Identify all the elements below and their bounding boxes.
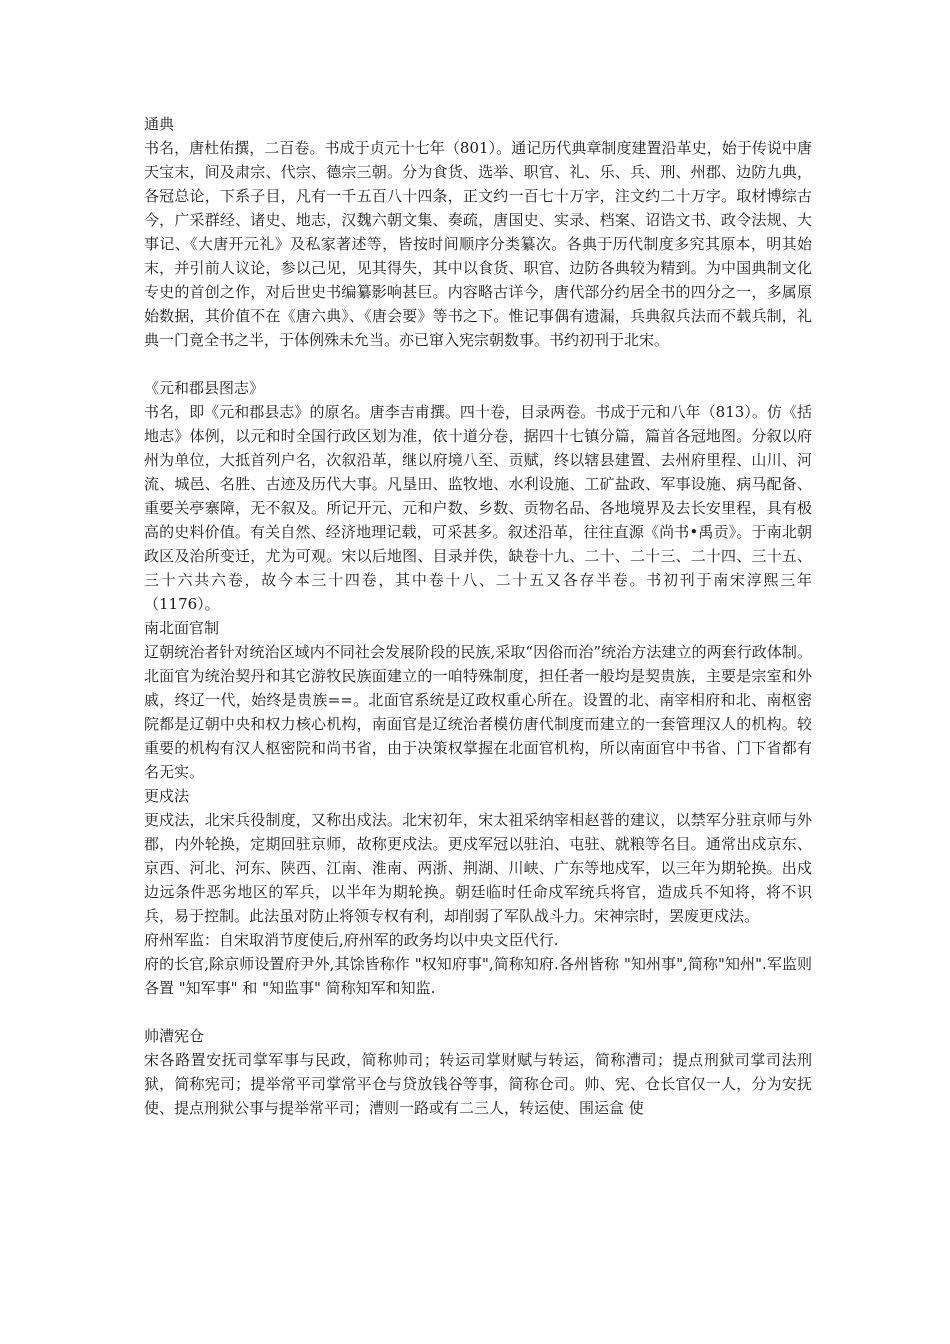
document-page xyxy=(144,112,812,1120)
section-body-shuaicao: 宋各路置安抚司掌军事与民政，简称帅司；转运司掌财赋与转运，简称漕司；提点刑狱司掌司法刑狱，简称宪司；提举常平司掌常平仓与贷放钱谷等事，简称仓司。帅、宪、仓长官仅一人，分为安抚使、提点刑狱公事与提举常平司；漕则一路或有二三人，转运使、围运盒 使 xyxy=(144,1051,812,1117)
section-body-fuzhoujunjian: 府的长官,除京师设置府尹外,其馀皆称作 "权知府事",简称知府.各州皆称 "知州事",简称"知州".军监则各置 "知军事" 和 "知监事" 简称知军和知监. xyxy=(144,955,812,997)
section-heading-nanbeimian: 南北面官制 xyxy=(144,619,220,637)
section-heading-shuaicao: 帅漕宪仓 xyxy=(144,1027,205,1045)
section-gap xyxy=(144,352,812,376)
section-heading-gengshufa: 更戍法 xyxy=(144,787,190,805)
section-heading-tongdian: 通典 xyxy=(144,115,175,133)
section-body-yuanhe: 书名，即《元和郡县志》的原名。唐李吉甫撰。四十卷，目录两卷。书成于元和八年（813）。仿《括地志》体例，以元和时全国行政区划为准，依十道分卷，据四十七镇分篇，篇首各冠地图。分叙以府州为单位，大抵首列户名，次叙沿革，继以府境八至、贡赋，终以辖县建置、去州府里程、山川、河流、城邑、名胜、古迹及历代大事。凡垦田、监牧地、水利设施、工矿盐政、军事设施、病马配备、重要关亭寨障，无不叙及。所记开元、元和户数、乡数、贡物名品、各地境界及去长安里程，具有极高的史料价值。有关自然、经济地理记载，可采甚多。叙述沿革，往往直源《尚书•禹贡》。于南北朝政区及治所变迁，尤为可观。宋以后地图、目录并佚，缺卷十九、二十、二十三、二十四、三十五、三十六共六卷，故今本三十四卷，其中卷十八、二十五又各存半卷。书初刊于南宋淳熙三年（1176）。 xyxy=(144,403,812,613)
section-body-nanbeimian: 辽朝统治者针对统治区域内不同社会发展阶段的民族,采取“因俗而治”统治方法建立的两套行政体制。北面官为统治契丹和其它游牧民族面建立的一咱特殊制度，担任者一般均是契贵族，主要是宗室和外戚，终辽一代，始终是贵族==。北面官系统是辽政权重心所在。设置的北、南宰相府和北、南枢密院都是辽朝中央和权力核心机构，南面官是辽统治者模仿唐代制度而建立的一套管理汉人的机构。较重要的机构有汉人枢密院和尚书省，由于决策权掌握在北面官机构，所以南面官中书省、门下省都有名无实。 xyxy=(144,643,812,781)
section-heading-yuanhe: 《元和郡县图志》 xyxy=(144,379,265,397)
section-body-tongdian: 书名，唐杜佑撰，二百卷。书成于贞元十七年（801）。通记历代典章制度建置沿革史，始于传说中唐天宝末，间及肃宗、代宗、德宗三朝。分为食货、选举、职官、礼、乐、兵、刑、州郡、边防九典，各冠总论，下系子目，凡有一千五百八十四条，正文约一百七十万字，注文约二十万字。取材博综古今，广采群经、诸史、地志，汉魏六朝文集、奏疏，唐国史、实录、档案、诏诰文书、政令法规、大事记、《大唐开元礼》及私家著述等，皆按时间顺序分类纂次。各典于历代制度多究其原本，明其始末，并引前人议论，参以己见，见其得失，其中以食货、职官、边防各典较为精到。为中国典制文化专史的首创之作，对后世史书编纂影响甚巨。内容略古详今，唐代部分约居全书的四分之一，多属原始数据，其价值不在《唐六典》、《唐会要》等书之下。惟记事偶有遗漏，兵典叙兵法而不载兵制，礼典一门竟全书之半，于体例殊未允当。亦已窜入宪宗朝数事。书约初刊于北宋。 xyxy=(144,139,812,349)
section-gap xyxy=(144,1000,812,1024)
section-body-gengshufa: 更戍法，北宋兵役制度，又称出戍法。北宋初年，宋太祖采纳宰相赵普的建议，以禁军分驻京师与外郡，内外轮换，定期回驻京师，故称更戍法。更戍军冠以驻泊、屯驻、就粮等名目。通常出戍京东、京西、河北、河东、陕西、江南、淮南、两浙、荆湖、川峡、广东等地戍军，以三年为期轮换。出戍边远条件恶劣地区的军兵，以半年为期轮换。朝廷临时任命戍军统兵将官，造成兵不知将，将不识兵，易于控制。此法虽对防止将领专权有利，却削弱了军队战斗力。宋神宗时，罢废更戍法。 xyxy=(144,811,812,925)
section-heading-fuzhoujunjian: 府州军监：自宋取消节度使后,府州军的政务均以中央文臣代行. xyxy=(144,931,559,949)
